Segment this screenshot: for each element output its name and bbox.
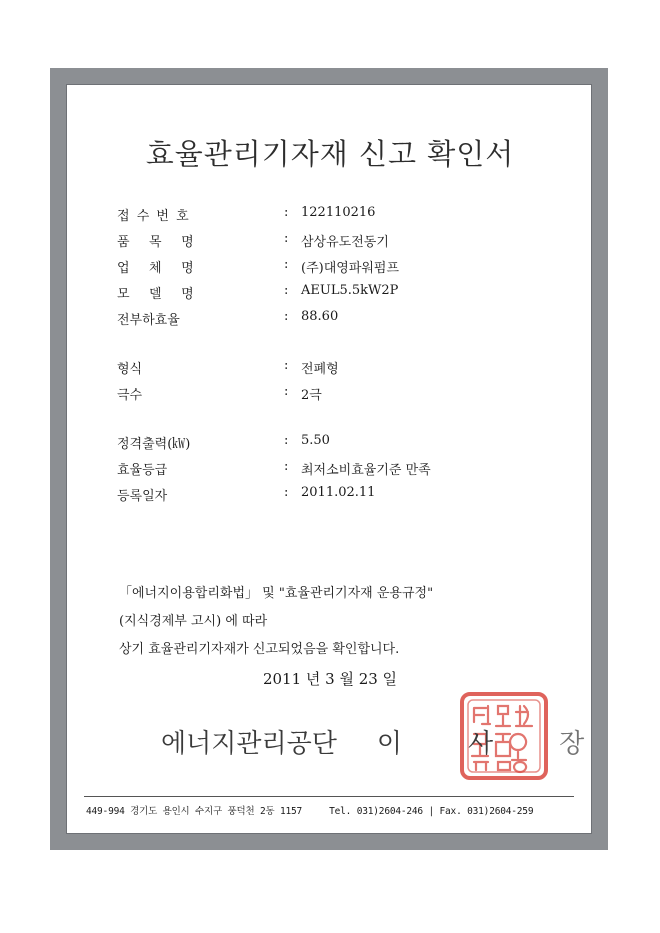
field-value: 삼상유도전동기: [301, 235, 389, 250]
field-separator: :: [284, 231, 289, 246]
footer-contact: Tel. 031)2604-246 | Fax. 031)2604-259: [329, 806, 534, 817]
issuer-title-char-3: 장: [559, 729, 585, 759]
field-row-model: [0, 283, 660, 305]
field-separator: :: [284, 459, 289, 474]
statement-line-2: (지식경제부 고시) 에 따라: [119, 614, 268, 629]
field-separator: :: [284, 433, 289, 448]
field-label: 모델명: [117, 287, 214, 302]
field-row-poles: [0, 384, 660, 406]
field-value: AEUL5.5kW2P: [301, 283, 399, 298]
field-row-efficiency: [0, 309, 660, 331]
statement-line-1: 「에너지이용합리화법」 및 "효율관리기자재 운용규정": [119, 586, 434, 601]
statement-line-3: 상기 효율관리기자재가 신고되었음을 확인합니다.: [119, 642, 400, 657]
field-label: 품목명: [117, 235, 214, 250]
field-label: 접수번호: [117, 209, 196, 224]
field-row-grade: [0, 459, 660, 481]
field-label: 등록일자: [117, 489, 168, 504]
field-separator: :: [284, 205, 289, 220]
field-separator: :: [284, 257, 289, 272]
document-title: 효율관리기자재 신고 확인서: [145, 137, 515, 171]
field-value: 최저소비효율기준 만족: [301, 463, 431, 478]
field-label: 극수: [117, 388, 143, 403]
field-row-rated-output: [0, 433, 660, 455]
field-value: 5.50: [301, 433, 330, 448]
field-value: (주)대영파워펌프: [301, 261, 400, 276]
field-row-product: [0, 231, 660, 253]
field-row-type: [0, 358, 660, 380]
footer-address: 449-994 경기도 용인시 수지구 풍덕천 2동 1157: [86, 806, 303, 817]
field-value: 전폐형: [301, 362, 339, 377]
field-value: 88.60: [301, 309, 339, 324]
issuer-name: [161, 723, 584, 760]
field-label: 효율등급: [117, 463, 168, 478]
field-separator: :: [284, 384, 289, 399]
field-value: 122110216: [301, 205, 376, 220]
issuer-title-char-2: 사: [467, 729, 494, 759]
field-label: 업체명: [117, 261, 214, 276]
field-row-reg-number: [0, 205, 660, 227]
field-label: 정격출력(㎾): [117, 437, 191, 452]
field-label: 형식: [117, 362, 143, 377]
field-value: 2극: [301, 388, 322, 403]
field-value: 2011.02.11: [301, 485, 376, 500]
field-separator: :: [284, 358, 289, 373]
field-separator: :: [284, 485, 289, 500]
field-row-company: [0, 257, 660, 279]
footer-divider: [84, 796, 574, 797]
field-row-reg-date: [0, 485, 660, 507]
field-separator: :: [284, 283, 289, 298]
issuer-title-char-1: 이: [376, 729, 402, 759]
footer: [86, 803, 533, 817]
issue-date: 2011 년 3 월 23 일: [262, 670, 398, 688]
issuer-org: 에너지관리공단: [161, 729, 337, 759]
field-label: 전부하효율: [117, 313, 180, 328]
field-separator: :: [284, 309, 289, 324]
